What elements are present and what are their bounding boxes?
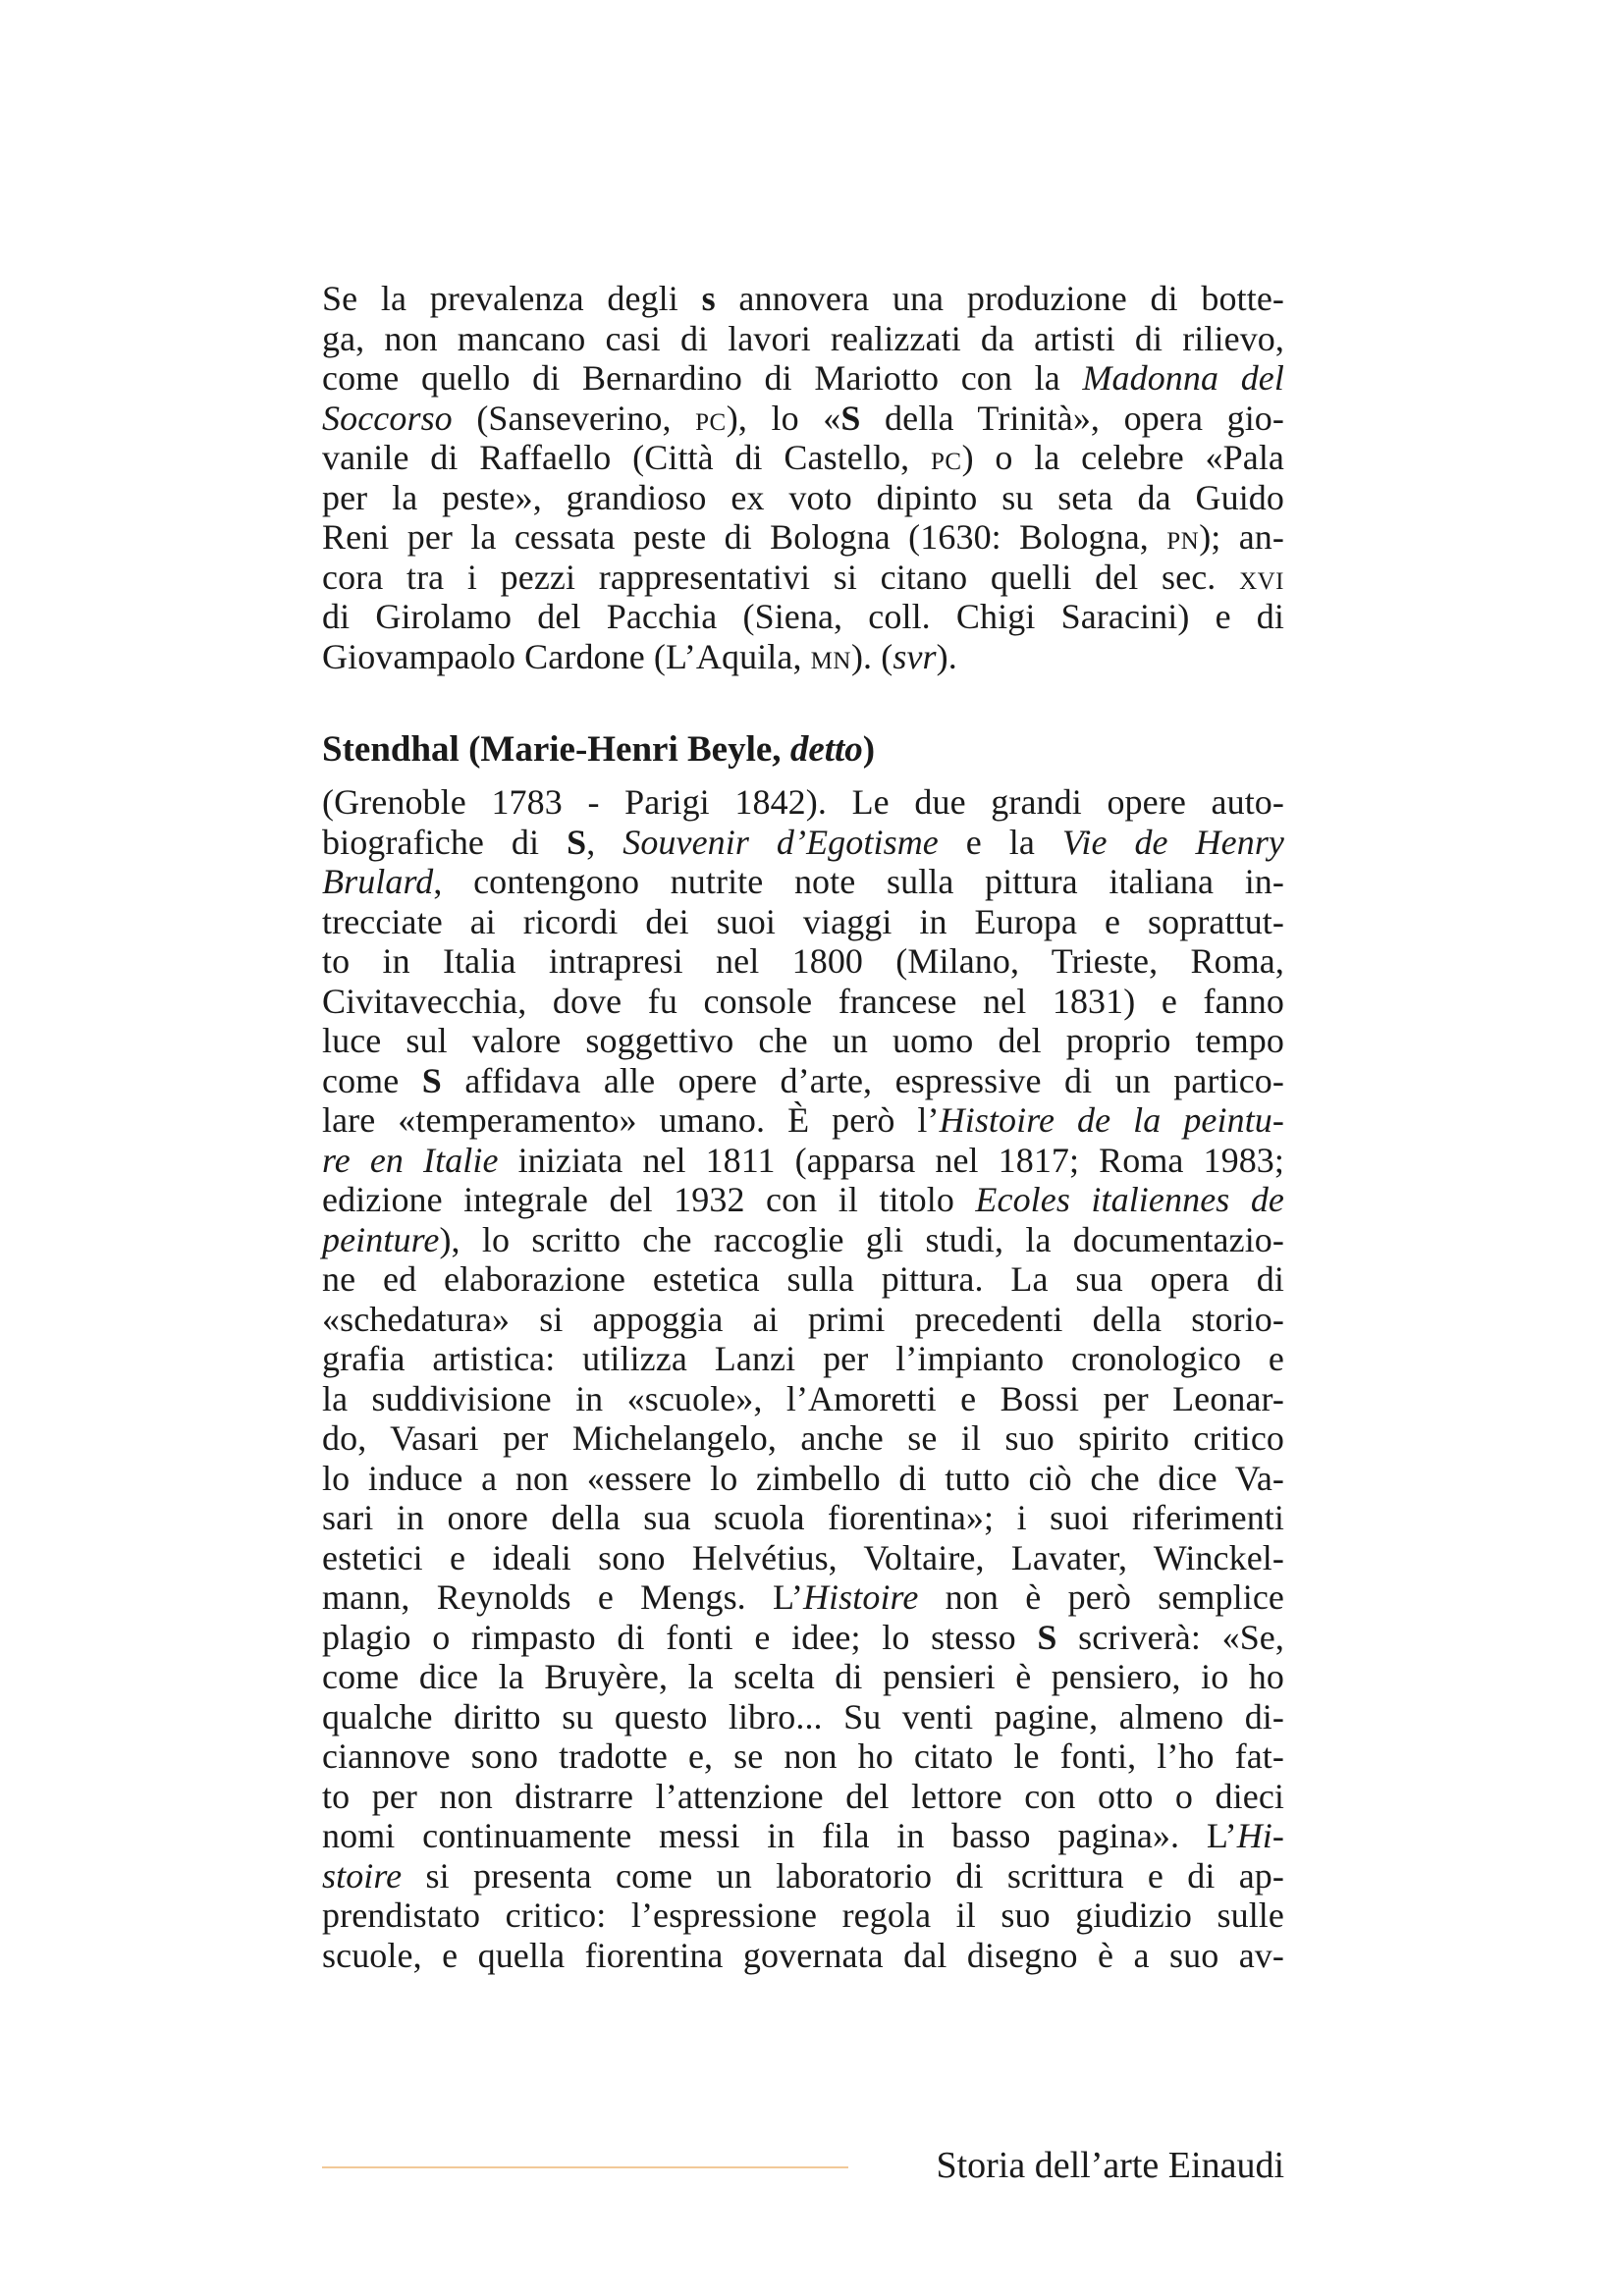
text-line: scuole, e quella fiorentina governata dal disegno è a suo av- (322, 1935, 1284, 1975)
book-title: Histoire (802, 1577, 919, 1617)
text-line: per la peste», grandioso ex voto dipinto su seta da Guido (322, 477, 1284, 517)
text-line: ciannove sono tradotte e, se non ho citato le fonti, l’ho fat- (322, 1736, 1284, 1776)
text-line: trecciate ai ricordi dei suoi viaggi in Europa e soprattut- (322, 901, 1284, 941)
text-line: Giovampaolo Cardone (L’Aquila, mn). (svr). (322, 636, 957, 676)
text-line: ga, non mancano casi di lavori realizzati da artisti di rilievo, (322, 318, 1284, 358)
abbrev-smallcaps: pc (931, 438, 962, 477)
abbrev-bold: S (840, 398, 861, 438)
book-title: peinture (322, 1219, 440, 1259)
previous-entry-paragraph (322, 279, 1284, 676)
text-line: lare «temperamento» umano. È però l’Histoire de la peintu- (322, 1100, 1284, 1140)
text-line: come S affidava alle opere d’arte, espressive di un partico- (322, 1060, 1284, 1100)
book-title: Brulard (322, 862, 434, 901)
text-line: Civitavecchia, dove fu console francese nel 1831) e fanno (322, 981, 1284, 1021)
artwork-title: Soccorso (322, 398, 453, 438)
abbrev-bold: S (1037, 1617, 1057, 1657)
text-line: stoire si presenta come un laboratorio di scrittura e di ap- (322, 1855, 1284, 1896)
text-line: do, Vasari per Michelangelo, anche se il suo spirito critico (322, 1418, 1284, 1458)
entry-heading-detto: detto (789, 729, 863, 770)
abbrev-smallcaps: pc (695, 398, 727, 438)
text-line: edizione integrale del 1932 con il titolo Ecoles italiennes de (322, 1180, 1284, 1219)
author-initials: svr (893, 636, 937, 676)
text-line: prendistato critico: l’espressione regola il suo giudizio sulle (322, 1896, 1284, 1935)
text-line: Reni per la cessata peste di Bologna (1630: Bologna, pn); an- (322, 517, 1284, 557)
text-line: come dice la Bruyère, la scelta di pensieri è pensiero, io ho (322, 1657, 1284, 1696)
text-line: Soccorso (Sanseverino, pc), lo «S della Trinità», opera gio- (322, 398, 1284, 438)
text-line: re en Italie iniziata nel 1811 (apparsa nel 1817; Roma 1983; (322, 1140, 1284, 1180)
artwork-title: Madonna del (1082, 358, 1284, 398)
book-title: Ecoles italiennes de (975, 1180, 1284, 1219)
text-line: lo induce a non «essere lo zimbello di tutto ciò che dice Va- (322, 1458, 1284, 1498)
text-line: plagio o rimpasto di fonti e idee; lo stesso S scriverà: «Se, (322, 1617, 1284, 1657)
text-line: biografiche di S, Souvenir d’Egotisme e la Vie de Henry (322, 822, 1285, 862)
text-line: la suddivisione in «scuole», l’Amoretti e Bossi per Leonar- (322, 1378, 1284, 1418)
text-line: to in Italia intrapresi nel 1800 (Milano, Trieste, Roma, (322, 941, 1284, 981)
book-title: Souvenir d’Egotisme (622, 822, 939, 862)
book-title: Hi- (1236, 1816, 1284, 1855)
text-line: nomi continuamente messi in fila in basso pagina». L’Hi- (322, 1816, 1284, 1855)
book-title: Histoire de la peintu- (939, 1100, 1284, 1140)
text-line: estetici e ideali sono Helvétius, Voltaire, Lavater, Winckel- (322, 1537, 1284, 1577)
book-title: Vie de Henry (1061, 822, 1285, 862)
text-line: Se la prevalenza degli s annovera una produzione di botte- (322, 279, 1284, 318)
entry-heading: Stendhal (Marie-Henri Beyle, detto) (322, 729, 876, 770)
text-line: vanile di Raffaello (Città di Castello, pc) o la celebre «Pala (322, 438, 1284, 477)
text-line: mann, Reynolds e Mengs. L’Histoire non è però semplice (322, 1577, 1284, 1617)
text-line: sari in onore della sua scuola fiorentina»; i suoi riferimenti (322, 1498, 1284, 1537)
abbrev-bold: s (701, 279, 716, 318)
text-line: to per non distrarre l’attenzione del lettore con otto o dieci (322, 1776, 1284, 1816)
text-line: Brulard, contengono nutrite note sulla pittura italiana in- (322, 862, 1284, 901)
text-line: «schedatura» si appoggia ai primi precedenti della storio- (322, 1299, 1284, 1339)
text-line: di Girolamo del Pacchia (Siena, coll. Chigi Saracini) e di (322, 597, 1284, 636)
footer-rule (322, 2166, 848, 2168)
text-line: grafia artistica: utilizza Lanzi per l’impianto cronologico e (322, 1339, 1284, 1378)
abbrev-smallcaps: xvi (1239, 557, 1284, 597)
text-line: peinture), lo scritto che raccoglie gli studi, la documentazio- (322, 1219, 1284, 1259)
text-line: come quello di Bernardino di Mariotto con la Madonna del (322, 358, 1284, 398)
text-line: (Grenoble 1783 - Parigi 1842). Le due grandi opere auto- (322, 782, 1284, 822)
entry-body-paragraph (322, 782, 1284, 1975)
book-title: re en Italie (322, 1140, 499, 1180)
text-line: ne ed elaborazione estetica sulla pittura. La sua opera di (322, 1259, 1284, 1299)
footer-publication-title: Storia dell’arte Einaudi (936, 2145, 1284, 2186)
text-line: cora tra i pezzi rappresentativi si citano quelli del sec. xvi (322, 557, 1284, 597)
abbrev-smallcaps: pn (1166, 517, 1200, 557)
abbrev-smallcaps: mn (810, 636, 851, 676)
abbrev-bold: S (421, 1060, 442, 1100)
text-line: qualche diritto su questo libro... Su venti pagine, almeno di- (322, 1696, 1284, 1736)
book-title: stoire (322, 1855, 403, 1896)
text-line: luce sul valore soggettivo che un uomo del proprio tempo (322, 1021, 1284, 1060)
abbrev-bold: S (567, 822, 587, 862)
